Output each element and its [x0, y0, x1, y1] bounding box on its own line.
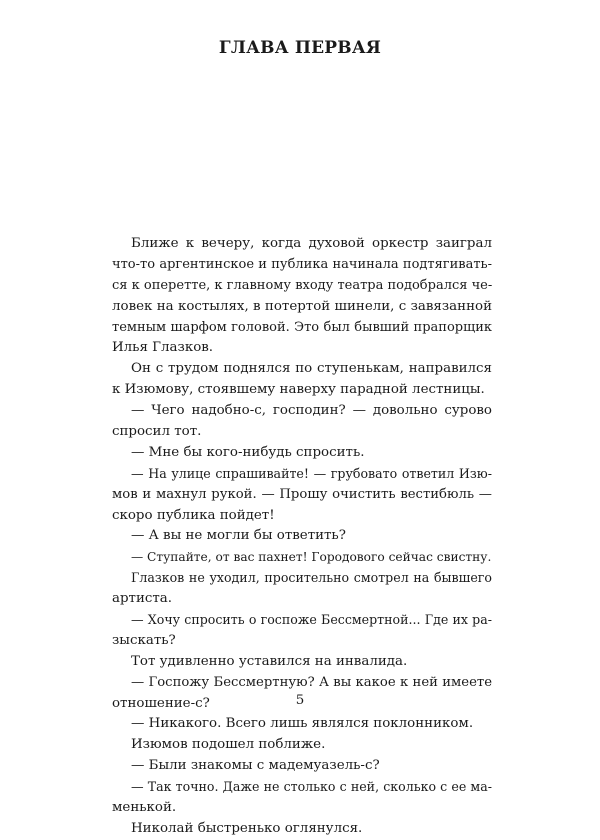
text-line: — Ступайте, от вас пахнет! Городового сейчас свистну. — [131, 550, 492, 565]
text-line: менькой. — [112, 800, 177, 816]
text-line: скоро публика пойдет! — [112, 507, 275, 523]
text-line: — Были знакомы с мадемуазель-с? — [131, 758, 380, 774]
text-line: ловек на костылях, в потертой шинели, с завязанной — [112, 298, 492, 314]
text-line: артиста. — [112, 591, 173, 607]
text-line: — На улице спрашивайте! — грубовато ответил Изю- — [131, 465, 492, 481]
text-line: темным шарфом головой. Это был бывший прапорщик — [112, 319, 492, 335]
text-line: Тот удивленно уставился на инвалида. — [131, 653, 408, 669]
text-line: — А вы не могли бы ответить? — [131, 528, 346, 544]
text-line: спросил тот. — [112, 424, 202, 440]
text-line: ся к оперетте, к главному входу театра подобрался че- — [112, 277, 493, 293]
text-line: — Так точно. Даже не столько с ней, сколько с ее ма- — [131, 779, 492, 795]
text-line: — Мне бы кого-нибудь спросить. — [131, 444, 365, 460]
text-line: — Чего надобно-с, господин? — довольно сурово — [131, 403, 492, 419]
text-line: мов и махнул рукой. — Прошу очистить вестибюль — — [112, 486, 492, 502]
text-line: — Госпожу Бессмертную? А вы какое к ней имеете — [131, 674, 492, 690]
text-line: что-то аргентинское и публика начинала подтягивать- — [112, 256, 492, 272]
text-line: Изюмов подошел поближе. — [131, 737, 326, 753]
text-line: Илья Глазков. — [112, 340, 214, 356]
text-line: — Хочу спросить о госпоже Бессмертной... Где их ра- — [131, 612, 492, 628]
text-line: отношение-с? — [112, 695, 210, 711]
text-line: Глазков не уходил, просительно смотрел на бывшего — [131, 570, 492, 586]
text-line: Николай быстренько оглянулся. — [131, 820, 363, 836]
body-text — [112, 234, 492, 840]
text-line: зыскать? — [112, 632, 176, 648]
chapter-title: ГЛАВА ПЕРВАЯ — [218, 38, 382, 58]
text-line: Он с трудом поднялся по ступенькам, направился — [131, 361, 492, 377]
page-number: 5 — [295, 693, 305, 708]
text-line: Ближе к вечеру, когда духовой оркестр заиграл — [131, 236, 492, 251]
text-line: — Никакого. Всего лишь являлся поклонником. — [131, 716, 474, 732]
text-line: к Изюмову, стоявшему наверху парадной лестницы. — [112, 382, 485, 398]
